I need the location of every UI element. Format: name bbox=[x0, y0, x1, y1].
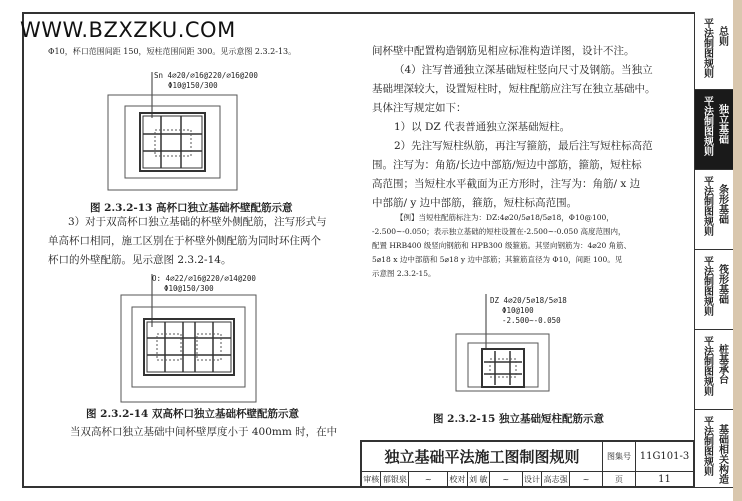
atlas-label: 图集号 bbox=[603, 442, 636, 472]
fig15-diagram bbox=[453, 292, 553, 392]
fig13-label: Sn 4⌀20/⌀16@220/⌀16@200 Φ10@150/300 bbox=[154, 71, 258, 90]
tab-label-a: 平法制图规则 bbox=[701, 96, 713, 156]
text-line: 当双高杯口独立基础中间杯壁厚度小于 400mm 时，在中 bbox=[70, 426, 338, 438]
tab-label-a: 平法制图规则 bbox=[701, 416, 713, 476]
design-label: 设计 bbox=[522, 472, 541, 487]
fig14-caption: 图 2.3.2-14 双高杯口独立基础杯壁配筋示意 bbox=[86, 408, 300, 420]
tab-label-a: 平法制图规则 bbox=[701, 18, 713, 78]
section-tab[interactable] bbox=[695, 250, 733, 330]
watermark: WWW.BZXZKU.COM bbox=[20, 18, 236, 42]
tab-label-b: 桩基承台 bbox=[716, 344, 728, 384]
section-tab[interactable] bbox=[695, 170, 733, 250]
designer: 高志强 bbox=[542, 472, 570, 487]
reviewer: 郁银泉 bbox=[381, 472, 409, 487]
fig13-diagram bbox=[105, 68, 240, 193]
section-tab[interactable] bbox=[695, 90, 733, 170]
fig14-diagram bbox=[118, 272, 263, 407]
tab-label-b: 基础相关构造 bbox=[716, 424, 728, 484]
title-block bbox=[360, 440, 695, 488]
checker-signature: ~ bbox=[489, 472, 522, 487]
section-tab[interactable] bbox=[695, 410, 733, 488]
atlas-number: 11G101-3 bbox=[636, 442, 694, 472]
designer-signature: ~ bbox=[570, 472, 603, 487]
tab-label-b: 独立基础 bbox=[716, 104, 728, 144]
page-edge bbox=[733, 0, 742, 501]
fig14-label: O: 4⌀22/⌀16@220/⌀14@200 Φ10@150/300 bbox=[152, 274, 256, 293]
reviewer-signature: ~ bbox=[409, 472, 448, 487]
tab-label-b: 筏形基础 bbox=[716, 264, 728, 304]
fig15-caption: 图 2.3.2-15 独立基础短柱配筋示意 bbox=[433, 413, 605, 425]
checker: 刘 敏 bbox=[467, 472, 489, 487]
drawing-title: 独立基础平法施工图制图规则 bbox=[362, 442, 603, 472]
example-note: 【例】当短柱配筋标注为：DZ:4⌀20/5⌀18/5⌀18，Φ10@100， -2.500~-0.050；表示独立基础的短柱设置在-2.500~-0.050 高度范围内， 配置 HRB400 级竖向钢筋和 HPB300 级箍筋。其竖向钢筋为：4⌀20 角筋、 5⌀18 x 边中部筋和 5⌀18 y 边中部筋；其箍筋直径为 Φ10，间距 100。见 示意图 2.3.2-15。 bbox=[372, 213, 632, 278]
section-tab[interactable] bbox=[695, 330, 733, 410]
tab-label-a: 平法制图规则 bbox=[701, 256, 713, 316]
paragraph: 3）对于双高杯口独立基础的杯壁外侧配筋，注写形式与 单高杯口相同，施工区别在于杯壁外侧配筋为同时环住两个 杯口的外壁配筋。见示意图 2.3.2-14。 bbox=[48, 216, 327, 266]
fig15-label: DZ 4⌀20/5⌀18/5⌀18 Φ10@100 -2.500~-0.050 bbox=[490, 296, 567, 325]
page-label: 页 bbox=[603, 472, 636, 487]
section-tab[interactable] bbox=[695, 12, 733, 90]
tab-label-b: 总则 bbox=[716, 26, 728, 46]
tab-label-a: 平法制图规则 bbox=[701, 336, 713, 396]
check-label: 校对 bbox=[448, 472, 467, 487]
text-line: Φ10，杯口范围间距 150，短柱范围间距 300。见示意图 2.3.2-13。 bbox=[48, 47, 297, 56]
review-label: 审核 bbox=[362, 472, 381, 487]
page-number: 11 bbox=[636, 472, 694, 487]
tab-label-a: 平法制图规则 bbox=[701, 176, 713, 236]
paragraph: 间杯壁中配置构造钢筋见相应标准构造详图，设计不注。 （4）注写普通独立深基础短柱竖向尺寸及钢筋。当独立 基础埋深较大，设置短柱时，短柱配筋应注写在独立基础中。 具体注写规定如下： 1）以 DZ 代表普通独立深基础短柱。 2）先注写短柱纵筋，再注写箍筋，最后注写短柱标高范 围。注写为：角筋/长边中部筋/短边中部筋，箍筋，短柱标 高范围；当短柱水平截面为正方形时，注写为：角筋/ x 边 中部筋/ y 边中部筋，箍筋，短柱标高范围。 bbox=[372, 45, 656, 209]
fig13-caption: 图 2.3.2-13 高杯口独立基础杯壁配筋示意 bbox=[90, 202, 293, 214]
tab-label-b: 条形基础 bbox=[716, 184, 728, 224]
